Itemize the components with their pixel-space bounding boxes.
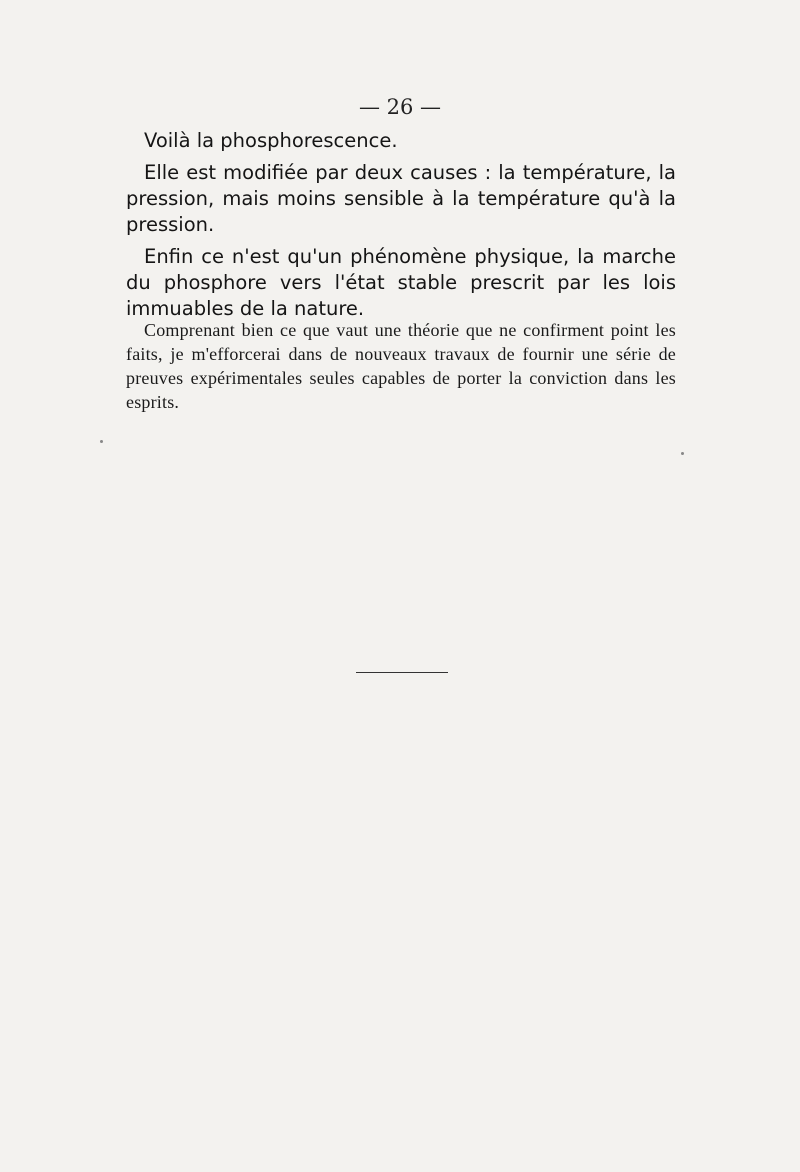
paragraph-3: Enfin ce n'est qu'un phénomène physique, la marche du phosphore vers l'état stable prescrit par les lois immuables de la nature.	[126, 245, 676, 320]
closing-text-block	[126, 318, 676, 414]
closing-paragraph: Comprenant bien ce que vaut une théorie que ne confirment point les faits, je m'efforcerai dans de nouveaux travaux de fournir une série de preuves expérimentales seules capables de porter la conviction dans les esprits.	[126, 320, 676, 412]
end-rule	[356, 672, 448, 673]
paper-speck	[100, 440, 103, 443]
paragraph-1: Voilà la phosphorescence.	[144, 129, 398, 152]
paper-speck	[681, 452, 684, 455]
main-text-block	[126, 128, 676, 328]
paragraph-2: Elle est modifiée par deux causes : la température, la pression, mais moins sensible à la température qu'à la pression.	[126, 161, 676, 236]
page-number: — 26 —	[358, 95, 442, 119]
